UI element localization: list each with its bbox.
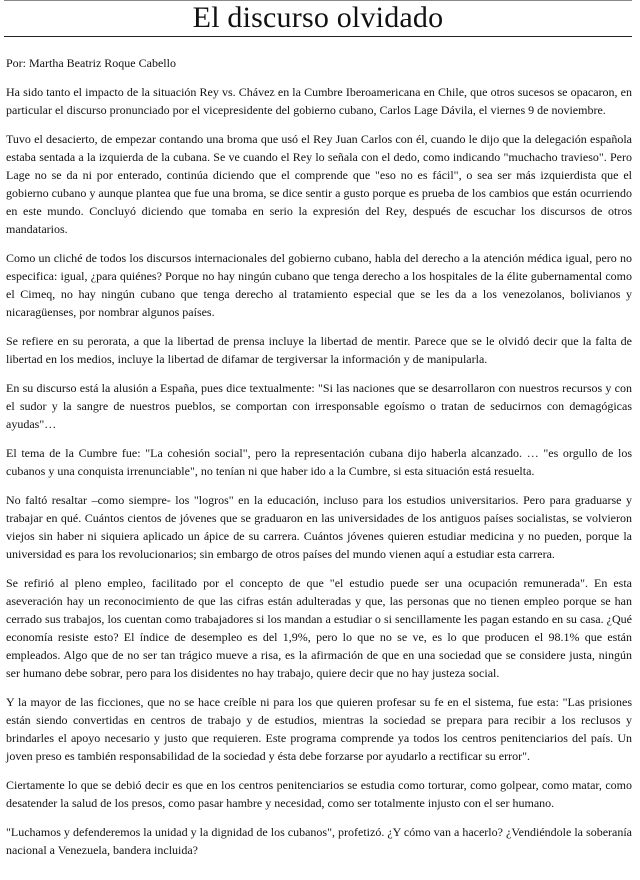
article-body (4, 55, 632, 859)
paragraph: Se refiere en su perorata, a que la libertad de prensa incluye la libertad de mentir. Parece que se le olvidó decir que la falta de libertad en los medios, incluye la libertad de difamar de tergiversar la información y de manipularla. (6, 334, 632, 366)
paragraph: "Luchamos y defenderemos la unidad y la dignidad de los cubanos", profetizó. ¿Y cómo van a hacerlo? ¿Vendiéndole la soberanía nacional a Venezuela, bandera incluida? (6, 825, 632, 857)
paragraph: Tuvo el desacierto, de empezar contando una broma que usó el Rey Juan Carlos con él, cuando le dijo que la delegación española estaba sentada a la izquierda de la cubana. Se ve cuando el Rey lo señala con el dedo, como indicando "muchacho travieso". Pero Lage no se da ni por enterado, continúa diciendo que el comprende que "eso no es fácil", o sea ser más izquierdista que el gobierno cubano y aunque plantea que fue una broma, se dice sentir a gusto porque es prueba de los cambios que están ocurriendo en este mundo. Concluyó diciendo que tomaba en serio la expresión del Rey, después de escuchar los discursos de otros mandatarios. (6, 132, 632, 236)
paragraph: En su discurso está la alusión a España, pues dice textualmente: "Si las naciones que se desarrollaron con nuestros recursos y con el sudor y la sangre de nuestros pueblos, se comportan con irresponsable egoísmo o tratan de seducirnos con demagógicas ayudas"… (6, 381, 632, 431)
paragraph: El tema de la Cumbre fue: "La cohesión social", pero la representación cubana dijo haberla alcanzado. … "es orgullo de los cubanos y una conquista irrenunciable", no tenían ni que haber ido a la Cumbre, si esta situación está resuelta. (6, 446, 632, 478)
document-title: El discurso olvidado (192, 1, 444, 34)
paragraph: Ciertamente lo que se debió decir es que en los centros penitenciarios se estudia como torturar, como golpear, como matar, como desatender la salud de los presos, como pasar hambre y necesidad, como ser totalmente injusto con el ser humano. (6, 778, 632, 810)
paragraph: No faltó resaltar –como siempre- los "logros" en la educación, incluso para los estudios universitarios. Pero para graduarse y trabajar en qué. Cuántos cientos de jóvenes que se graduaron en las universidades de los antiguos países socialistas, se volvieron viejos sin haber ni siquiera aplicado un ápice de su carrera. Cuántos jóvenes quieren estudiar medicina y no pueden, porque la universidad es para los revolucionarios; sin embargo de otros países del mundo vienen aquí a estudiar esta carrera. (6, 493, 632, 561)
paragraph: Se refirió al pleno empleo, facilitado por el concepto de que "el estudio puede ser una ocupación remunerada". En esta aseveración hay un reconocimiento de que las cifras están adulteradas y que, las personas que no tienen empleo porque se han cerrado sus trabajos, los cuentan como trabajadores si los mandan a estudiar o si sencillamente les pagan estando en su casa. ¿Qué economía resiste esto? El índice de desempleo es del 1,9%, pero lo que no se ve, es lo que producen el 98.1% que están empleados. Algo que de no ser tan trágico mueve a risa, es la afirmación de que en una sociedad que se considere justa, ningún ser humano debe sobrar, pero para los disidentes no hay trabajo, quiere decir que no hay justeza social. (6, 576, 632, 680)
paragraph: Y la mayor de las ficciones, que no se hace creíble ni para los que quieren profesar su fe en el sistema, fue esta: "Las prisiones están siendo convertidas en centros de trabajo y de estudios, mientras la sociedad se prepara para recibir a los reclusos y brindarles el apoyo necesario y justo que requieren. Este programa comprende ya todos los centros penitenciarios del país. Un joven preso es también responsabilidad de la sociedad y ésta debe forzarse por ayudarlo a rectificar su error". (6, 695, 632, 763)
title-bar (4, 0, 632, 37)
paragraph: Ha sido tanto el impacto de la situación Rey vs. Chávez en la Cumbre Iberoamericana en Chile, que otros sucesos se opacaron, en particular el discurso pronunciado por el vicepresidente del gobierno cubano, Carlos Lage Dávila, el viernes 9 de noviembre. (6, 85, 632, 117)
paragraph: Como un cliché de todos los discursos internacionales del gobierno cubano, habla del derecho a la atención médica igual, pero no especifica: igual, ¿para quiénes? Porque no hay ningún cubano que tenga derecho a los hospitales de la élite gubernamental como el Cimeq, no hay ningún cubano que tenga derecho al tratamiento especial que se les da a los venezolanos, bolivianos y nicaragüenses, por nombrar algunos países. (6, 251, 632, 319)
byline: Por: Martha Beatriz Roque Cabello (6, 56, 176, 70)
